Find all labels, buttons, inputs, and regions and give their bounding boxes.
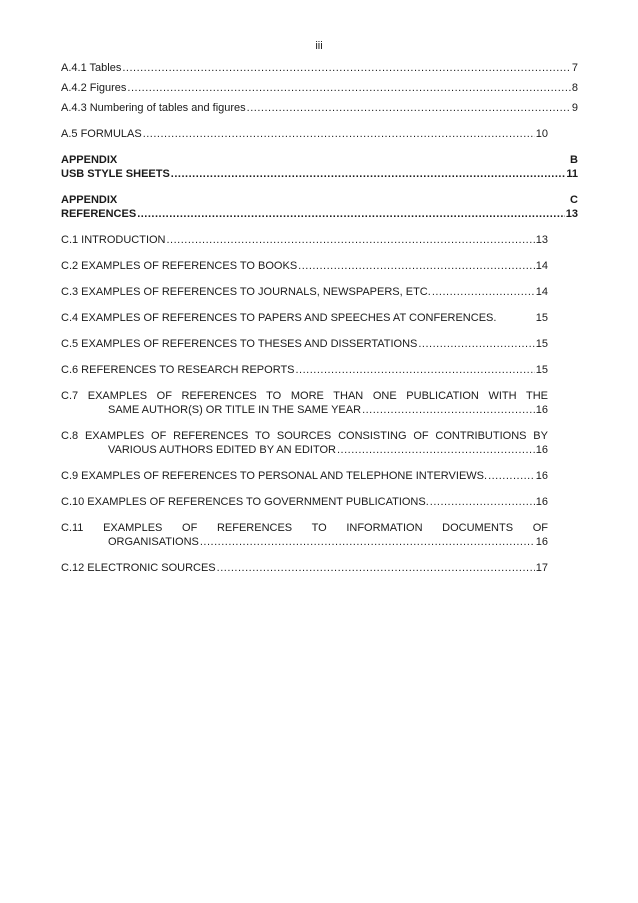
toc-entry-page: 7 [571,62,578,74]
appendix-letter: C [570,194,578,206]
toc-entry-label: C.12 ELECTRONIC SOURCES [61,562,216,574]
toc-entry-a5[interactable] [61,127,548,141]
toc-entry-label: C.10 EXAMPLES OF REFERENCES TO GOVERNMENT PUBLICATIONS. [61,496,429,508]
appendix-heading-text: APPENDIX [61,154,118,166]
toc-entry-appendix-b[interactable] [61,167,578,181]
appendix-c-heading [61,193,578,207]
toc-entry-page: 14 [535,260,548,272]
toc-entry-page: 13 [535,234,548,246]
toc-entry-label: A.5 FORMULAS [61,128,142,140]
page-number: iii [315,40,323,52]
toc-entry-label-line1: C.11 EXAMPLES OF REFERENCES TO INFORMATION DOCUMENTS OF [61,522,548,534]
toc-entry-label: C.2 EXAMPLES OF REFERENCES TO BOOKS [61,260,298,272]
dot-leader [137,207,565,221]
toc-entry-a42[interactable] [61,81,578,95]
dot-leader [337,443,535,457]
toc-entry-a43[interactable] [61,101,578,115]
toc-entry-label: C.9 EXAMPLES OF REFERENCES TO PERSONAL AND TELEPHONE INTERVIEWS. [61,470,488,482]
toc-entry-page: 8 [571,82,578,94]
toc-entry-page: 13 [565,208,578,220]
toc-entry-c1[interactable] [61,233,548,247]
toc-entry-c7[interactable] [61,389,548,417]
toc-entry-label: USB STYLE SHEETS [61,168,170,180]
dot-leader [143,127,535,141]
toc-entry-c12[interactable] [61,561,548,575]
toc-entry-page: 15 [535,338,548,350]
toc-entry-label-line2: VARIOUS AUTHORS EDITED BY AN EDITOR [108,444,336,456]
toc-entry-label: C.3 EXAMPLES OF REFERENCES TO JOURNALS, NEWSPAPERS, ETC. [61,286,431,298]
toc-entry-page: 15 [535,364,548,376]
dot-leader [167,233,535,247]
toc-entry-c5[interactable] [61,337,548,351]
dot-leader [430,495,535,509]
toc-entry-label: A.4.2 Figures [61,82,127,94]
dot-leader [122,61,571,75]
appendix-heading-text: APPENDIX [61,194,118,206]
toc-entry-label: C.4 EXAMPLES OF REFERENCES TO PAPERS AND SPEECHES AT CONFERENCES. [61,312,497,324]
toc-entry-c8[interactable] [61,429,548,457]
toc-entry-appendix-c[interactable] [61,207,578,221]
toc-entry-c4[interactable] [61,311,548,325]
toc-entry-c11[interactable] [61,521,548,549]
dot-leader [432,285,535,299]
toc-entry-label-line1: C.8 EXAMPLES OF REFERENCES TO SOURCES CONSISTING OF CONTRIBUTIONS BY [61,430,548,442]
appendix-b-heading [61,153,578,167]
dot-leader [362,403,535,417]
toc-entry-label: C.5 EXAMPLES OF REFERENCES TO THESES AND DISSERTATIONS [61,338,418,350]
toc-entry-c3[interactable] [61,285,548,299]
toc-entry-page: 11 [566,168,578,180]
toc-entry-label: C.6 REFERENCES TO RESEARCH REPORTS [61,364,295,376]
dot-leader [171,167,566,181]
toc-entry-page: 16 [535,444,548,456]
toc-entry-page: 9 [571,102,578,114]
toc-entry-label: C.1 INTRODUCTION [61,234,166,246]
toc-entry-page: 16 [535,496,548,508]
toc-entry-label-line1: C.7 EXAMPLES OF REFERENCES TO MORE THAN ONE PUBLICATION WITH THE [61,390,548,402]
dot-leader [418,337,534,351]
dot-leader [488,469,535,483]
toc-entry-page: 17 [535,562,548,574]
toc-entry-a41[interactable] [61,61,578,75]
dot-leader [296,363,535,377]
toc-entry-page: 14 [535,286,548,298]
toc-entry-c10[interactable] [61,495,548,509]
toc-entry-c2[interactable] [61,259,548,273]
toc-entry-label: REFERENCES [61,208,137,220]
dot-leader [247,101,571,115]
toc-entry-label-line2: ORGANISATIONS [108,536,199,548]
toc-entry-page: 10 [535,128,548,140]
dot-leader [127,81,570,95]
toc-entry-c6[interactable] [61,363,548,377]
toc-entry-page: 16 [535,536,548,548]
toc-entry-label: A.4.3 Numbering of tables and figures [61,102,246,114]
toc-entry-label: A.4.1 Tables [61,62,122,74]
toc-entry-page: 16 [535,470,548,482]
appendix-letter: B [570,154,578,166]
toc-entry-page: 16 [535,404,548,416]
dot-leader [217,561,535,575]
toc-entry-label-line2: SAME AUTHOR(S) OR TITLE IN THE SAME YEAR [108,404,362,416]
table-of-contents [61,61,578,575]
dot-leader [200,535,535,549]
dot-leader [298,259,535,273]
toc-entry-c9[interactable] [61,469,548,483]
toc-entry-page: 15 [535,312,548,324]
